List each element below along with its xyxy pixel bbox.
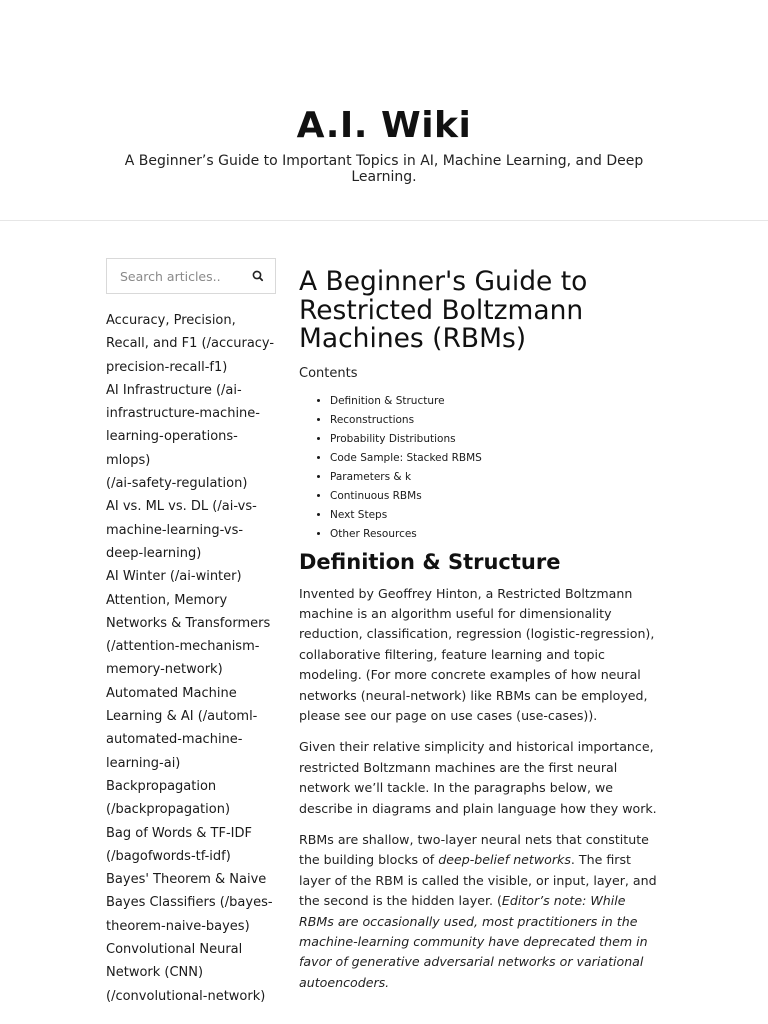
sidebar-item [106,472,277,495]
site-header [0,0,768,221]
sidebar-item [106,309,277,379]
site-tagline: A Beginner’s Guide to Important Topics in AI, Machine Learning, and Deep Learning. [124,153,644,185]
sidebar-item [106,868,277,938]
search-input[interactable] [107,259,247,293]
sidebar-nav [106,309,277,1008]
search-box [106,258,276,294]
sidebar-link[interactable]: Accuracy, Precision, Recall, and F1 (/accuracy-precision-recall-f1) [106,313,275,375]
toc-link[interactable]: Next Steps [330,508,388,521]
toc-link[interactable]: Parameters & k [330,470,412,483]
editor-note: Editor’s note: While RBMs are occasionally used, most practitioners in the machine-learning community have deprecated them in favor of generative adversarial networks or variational autoencoders. [299,893,648,990]
toc-item [330,487,661,506]
toc-item [330,449,661,468]
sidebar-link[interactable]: Automated Machine Learning & AI (/automl-automated-machine-learning-ai) [106,685,258,771]
section-heading: Definition & Structure [299,549,561,574]
sidebar-item [106,938,277,1008]
paragraph: Given their relative simplicity and historical importance, restricted Boltzmann machines are the first neural network we’ll tackle. In the paragraphs below, we describe in diagrams and plain language how they work. [299,739,657,816]
search-icon [249,267,267,285]
toc-item [330,392,661,411]
paragraph [299,830,661,993]
toc-link[interactable]: Reconstructions [330,413,415,426]
sidebar-item [106,682,277,775]
sidebar-link[interactable]: Bayes' Theorem & Naive Bayes Classifiers (/bayes-theorem-naive-bayes) [106,872,273,934]
site-title[interactable]: A.I. Wiki [296,105,472,146]
sidebar-link[interactable]: Backpropagation (/backpropagation) [106,778,231,818]
toc-link[interactable]: Code Sample: Stacked RBMS [330,451,482,464]
sidebar-link[interactable]: AI vs. ML vs. DL (/ai-vs-machine-learning-vs-deep-learning) [106,499,257,561]
sidebar-link[interactable]: Bag of Words & TF-IDF (/bagofwords-tf-idf) [106,825,252,864]
sidebar-link[interactable]: Convolutional Neural Network (CNN) (/convolutional-network) [106,942,266,1004]
sidebar-item [106,589,277,682]
sidebar-item [106,775,277,822]
sidebar-link[interactable]: (/ai-safety-regulation) [106,476,248,492]
emphasis-text: deep-belief networks [438,852,571,868]
sidebar-item [106,379,277,472]
sidebar [106,258,277,1008]
contents-label: Contents [299,365,358,381]
sidebar-link[interactable]: Attention, Memory Networks & Transformers (/attention-mechanism-memory-network) [106,592,271,678]
table-of-contents [299,392,661,544]
paragraph-text: . The first layer of the RBM is called the visible, or input, layer, and the second is the hidden layer. ( [299,852,657,909]
article-title: A Beginner's Guide to Restricted Boltzmann Machines (RBMs) [299,266,588,354]
toc-item [330,430,661,449]
article [299,268,661,1004]
sidebar-item [106,565,277,588]
toc-item [330,411,661,430]
toc-link[interactable]: Definition & Structure [330,394,445,407]
sidebar-item [106,822,277,869]
toc-link[interactable]: Continuous RBMs [330,489,422,502]
toc-item [330,506,661,525]
toc-link[interactable]: Other Resources [330,527,417,540]
sidebar-link[interactable]: AI Infrastructure (/ai-infrastructure-machine-learning-operations-mlops) [106,382,260,468]
sidebar-item [106,495,277,565]
sidebar-link[interactable]: AI Winter (/ai-winter) [106,569,242,585]
paragraph: Invented by Geoffrey Hinton, a Restricted Boltzmann machine is an algorithm useful for dimensionality reduction, classification, regression (logistic-regression), collaborative filtering, feature learning and topic modeling. (For more concrete examples of how neural networks (neural-network) like RBMs can be employed, please see our page on use cases (use-cases)). [299,585,655,723]
search-button[interactable] [249,267,267,285]
toc-link[interactable]: Probability Distributions [330,432,456,445]
toc-item [330,468,661,487]
toc-item [330,525,661,544]
paragraph-text: RBMs are shallow, two-layer neural nets that constitute the building blocks of [299,831,649,868]
